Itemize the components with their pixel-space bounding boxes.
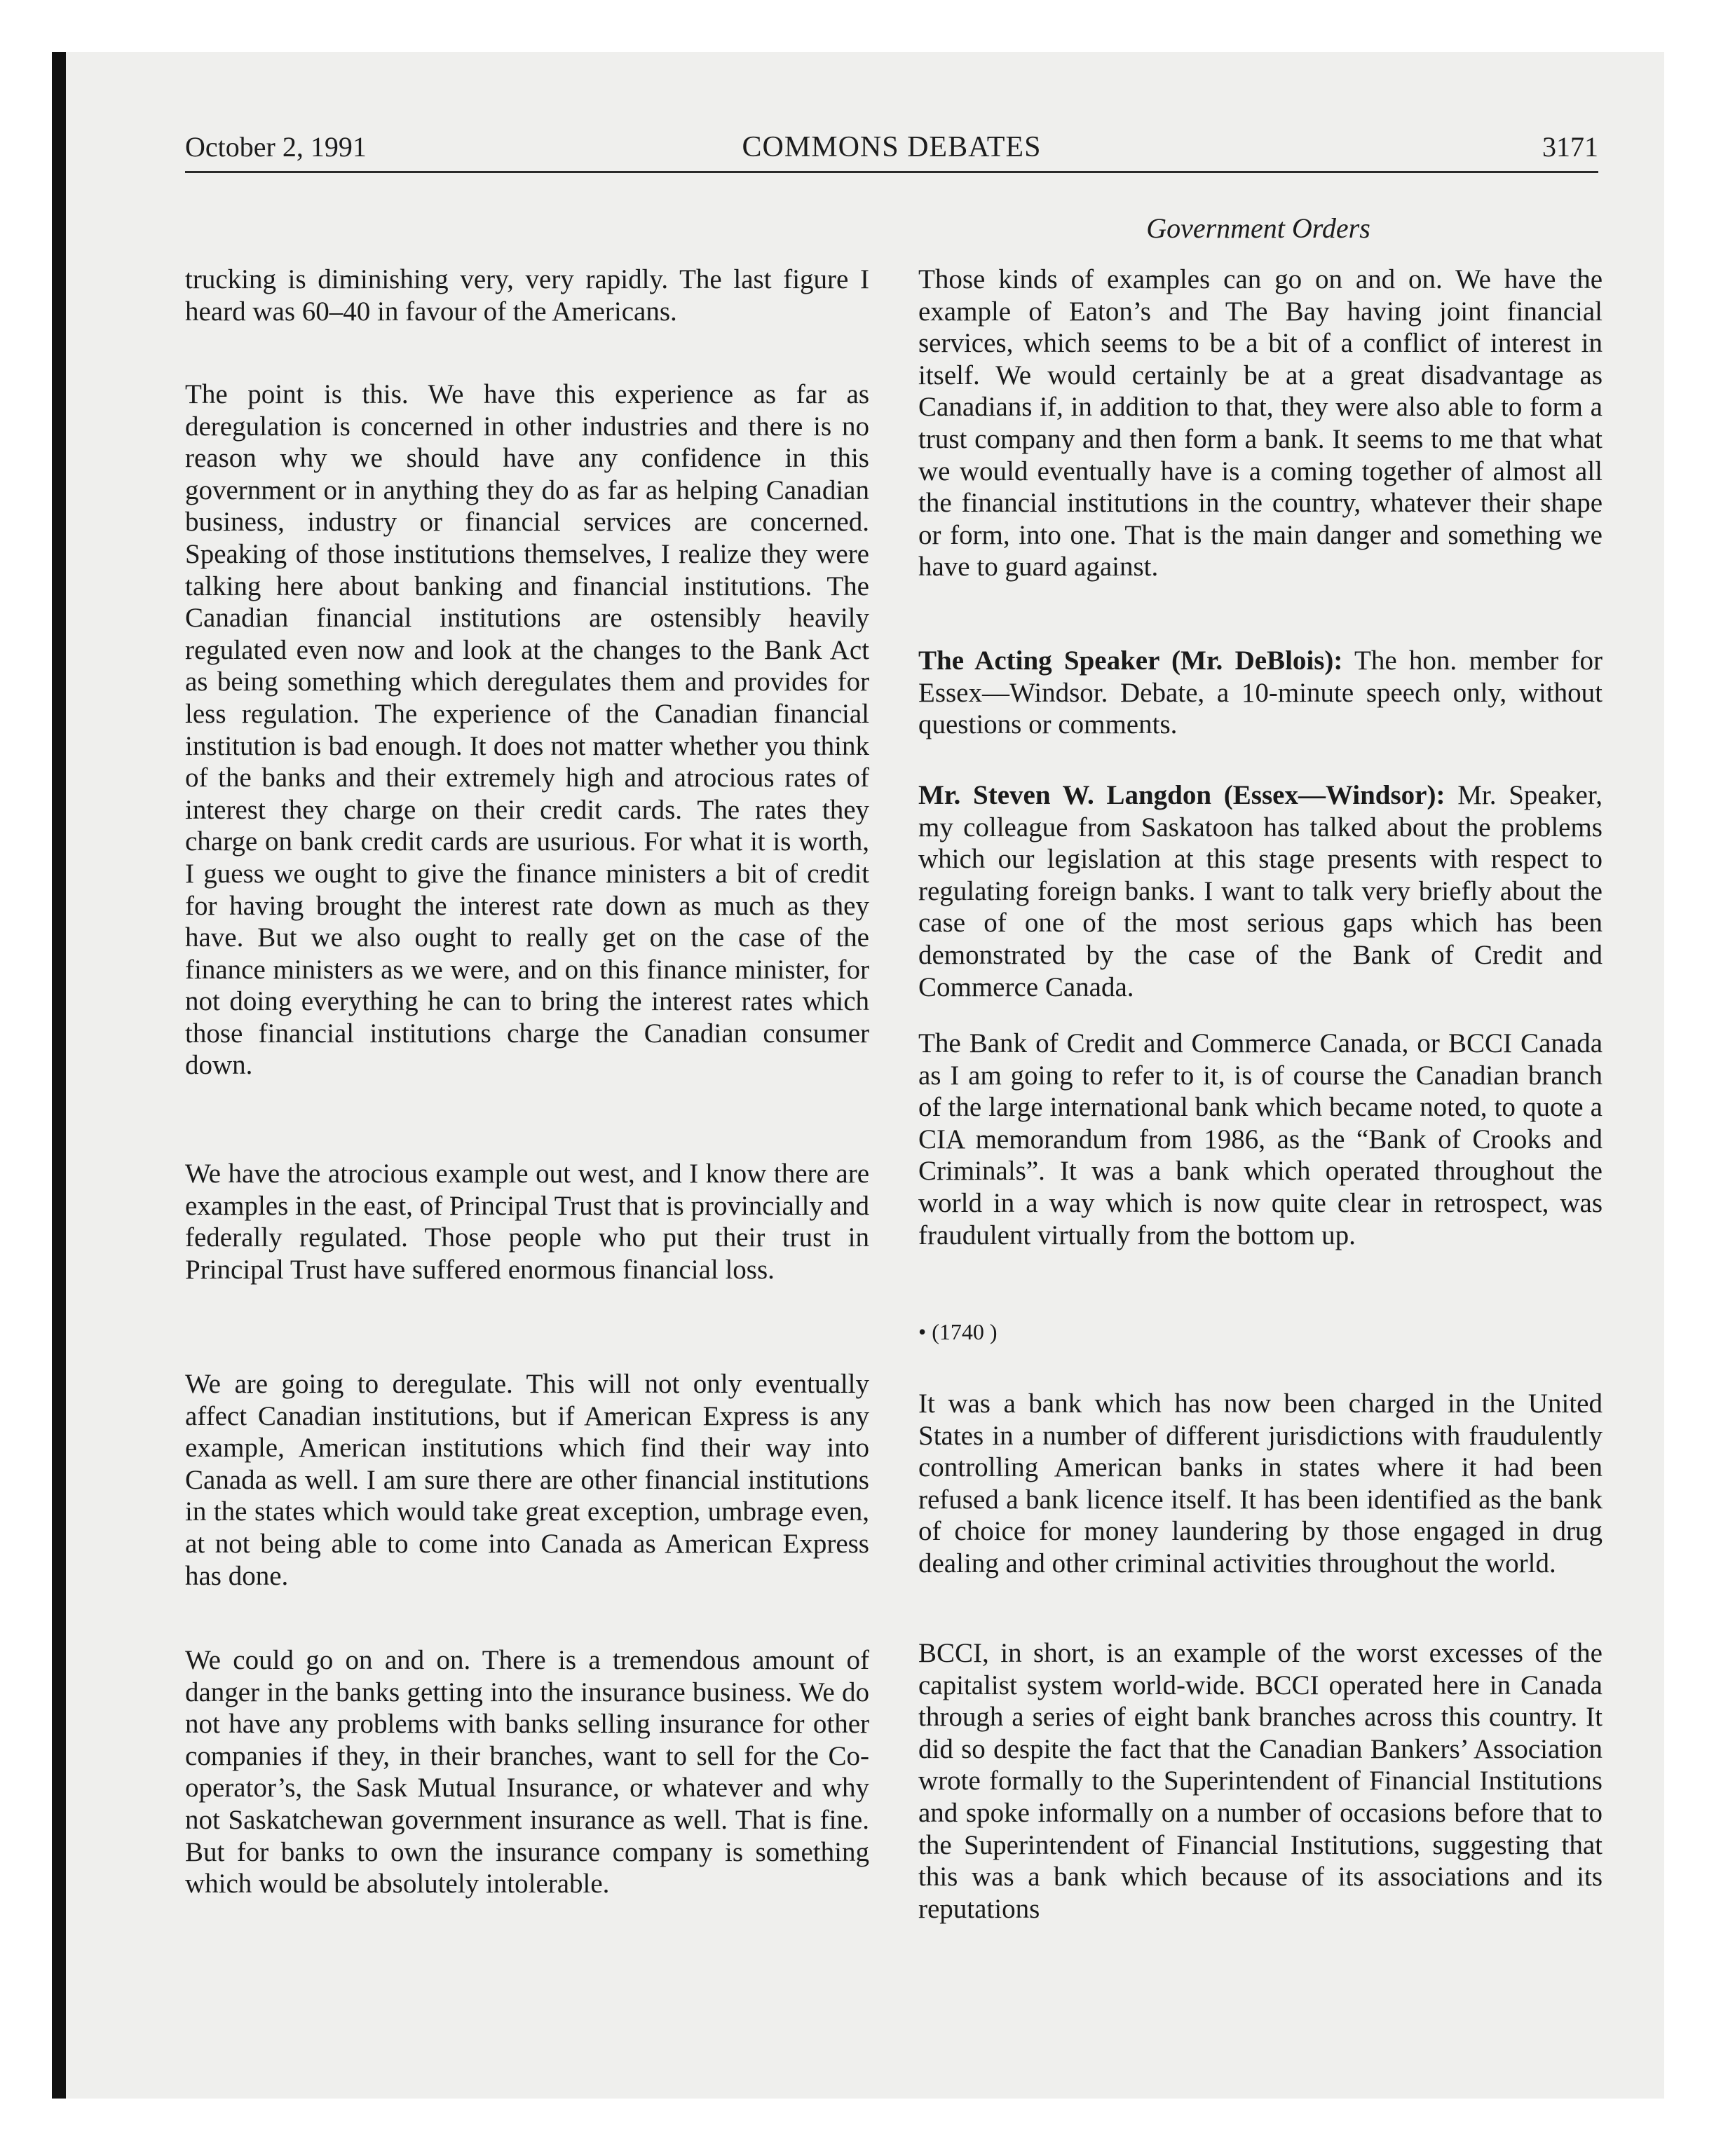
header-rule [185, 171, 1598, 173]
left-paragraph-2 [185, 378, 869, 1082]
section-title: Government Orders [1146, 212, 1370, 244]
left-paragraph-5 [185, 1644, 869, 1900]
paragraph-text: Mr. Speaker, my colleague from Saskatoon has talked about the problems which our legislation at this stage presents with respect to regulating foreign banks. I want to talk very briefly about the case of one of the most serious gaps which has been demonstrated by the case of the Bank of Credit and Commerce Canada. [918, 780, 1603, 1002]
binding-edge [52, 52, 66, 2099]
right-paragraph-1 [918, 264, 1603, 583]
running-header [185, 130, 1598, 168]
paragraph-text: Those kinds of examples can go on and on. We have the example of Eaton’s and The Bay having joint financial services, which seems to be a bit of a conflict of interest in itself. We would certainly be at a great disadvantage as Canadians if, in addition to that, they were also able to form a trust company and then form a bank. It seems to me that what we would eventually have is a coming together of almost all the financial institutions in the country, whatever their shape or form, into one. That is the main danger and something we have to guard against. [918, 264, 1603, 582]
paragraph-text: We are going to deregulate. This will not only eventually affect Canadian institutions, but if American Express is any example, American institutions which find their way into Canada as well. I am sure there are other financial institutions in the states which would take great exception, umbrage even, at not being able to come into Canada as American Express has done. [185, 1369, 869, 1591]
header-page-number: 3171 [1542, 131, 1598, 163]
right-paragraph-4 [918, 1028, 1603, 1251]
paragraph-text: We could go on and on. There is a tremendous amount of danger in the banks getting into the insurance business. We do not have any problems with banks selling insurance for other companies if they, in their branches, want to sell for the Co-operator’s, the Sask Mutual Insurance, or whatever and why not Saskatchewan government insurance as well. That is fine. But for banks to own the insurance company is something which would be absolutely intolerable. [185, 1645, 869, 1899]
paragraph-text: BCCI, in short, is an example of the worst excesses of the capitalist system world-wide. BCCI operated here in Canada through a series of eight bank branches across this country. It did so despite the fact that the Canadian Bankers’ Association wrote formally to the Superintendent of Financial Institutions and spoke informally on a number of occasions before that to the Superintendent of Financial Institutions, suggesting that this was a bank which because of its associations and its reputations [918, 1638, 1603, 1924]
time-marker: • (1740 ) [918, 1319, 998, 1344]
speaker-name: Mr. Steven W. Langdon (Essex—Windsor): [918, 780, 1445, 810]
header-date: October 2, 1991 [185, 131, 367, 163]
right-paragraph-6 [918, 1637, 1603, 1925]
paragraph-text: trucking is diminishing very, very rapidly. The last figure I heard was 60–40 in favour of the Americans. [185, 264, 869, 327]
right-paragraph-3 [918, 779, 1603, 1003]
paragraph-text: We have the atrocious example out west, and I know there are examples in the east, of Principal Trust that is provincially and federally regulated. Those people who put their trust in Principal Trust have suffered enormous financial loss. [185, 1159, 869, 1285]
speaker-name: The Acting Speaker (Mr. DeBlois): [918, 646, 1343, 676]
right-paragraph-2 [918, 645, 1603, 741]
right-paragraph-5 [918, 1388, 1603, 1580]
paragraph-text: It was a bank which has now been charged in the United States in a number of different jurisdictions with fraudulently controlling American banks in states where it had been refused a bank licence itself. It has been identified as the bank of choice for money laundering by those engaged in drug dealing and other criminal activities throughout the world. [918, 1389, 1603, 1578]
paragraph-text: The hon. member for Essex—Windsor. Debate, a 10-minute speech only, without questions or comments. [918, 646, 1603, 740]
header-publication: COMMONS DEBATES [742, 131, 1042, 163]
left-paragraph-3 [185, 1158, 869, 1285]
paragraph-text: The point is this. We have this experience as far as deregulation is concerned in other industries and there is no reason why we should have any confidence in this government or in anything they do as far as helping Canadian business, industry or financial services are concerned. Speaking of those institutions themselves, I realize they were talking here about banking and financial institutions. The Canadian financial institutions are ostensibly heavily regulated even now and look at the changes to the Bank Act as being something which deregulates them and provides for less regulation. The experience of the Canadian financial institution is bad enough. It does not matter whether you think of the banks and their extremely high and atrocious rates of interest they charge on their credit cards. The rates they charge on bank credit cards are usurious. For what it is worth, I guess we ought to give the finance ministers a bit of credit for having brought the interest rate down as much as they have. But we also ought to really get on the case of the finance ministers as we were, and on this finance minister, for not doing everything he can to bring the interest rates which those financial institutions charge the Canadian consumer down. [185, 379, 869, 1081]
left-paragraph-4 [185, 1368, 869, 1592]
left-paragraph-1 [185, 264, 869, 327]
paragraph-text: The Bank of Credit and Commerce Canada, or BCCI Canada as I am going to refer to it, is of course the Canadian branch of the large international bank which became noted, to quote a CIA memorandum from 1986, as the “Bank of Crooks and Criminals”. It was a bank which operated throughout the world in a way which is now quite clear in retrospect, was fraudulent virtually from the bottom up. [918, 1028, 1603, 1250]
